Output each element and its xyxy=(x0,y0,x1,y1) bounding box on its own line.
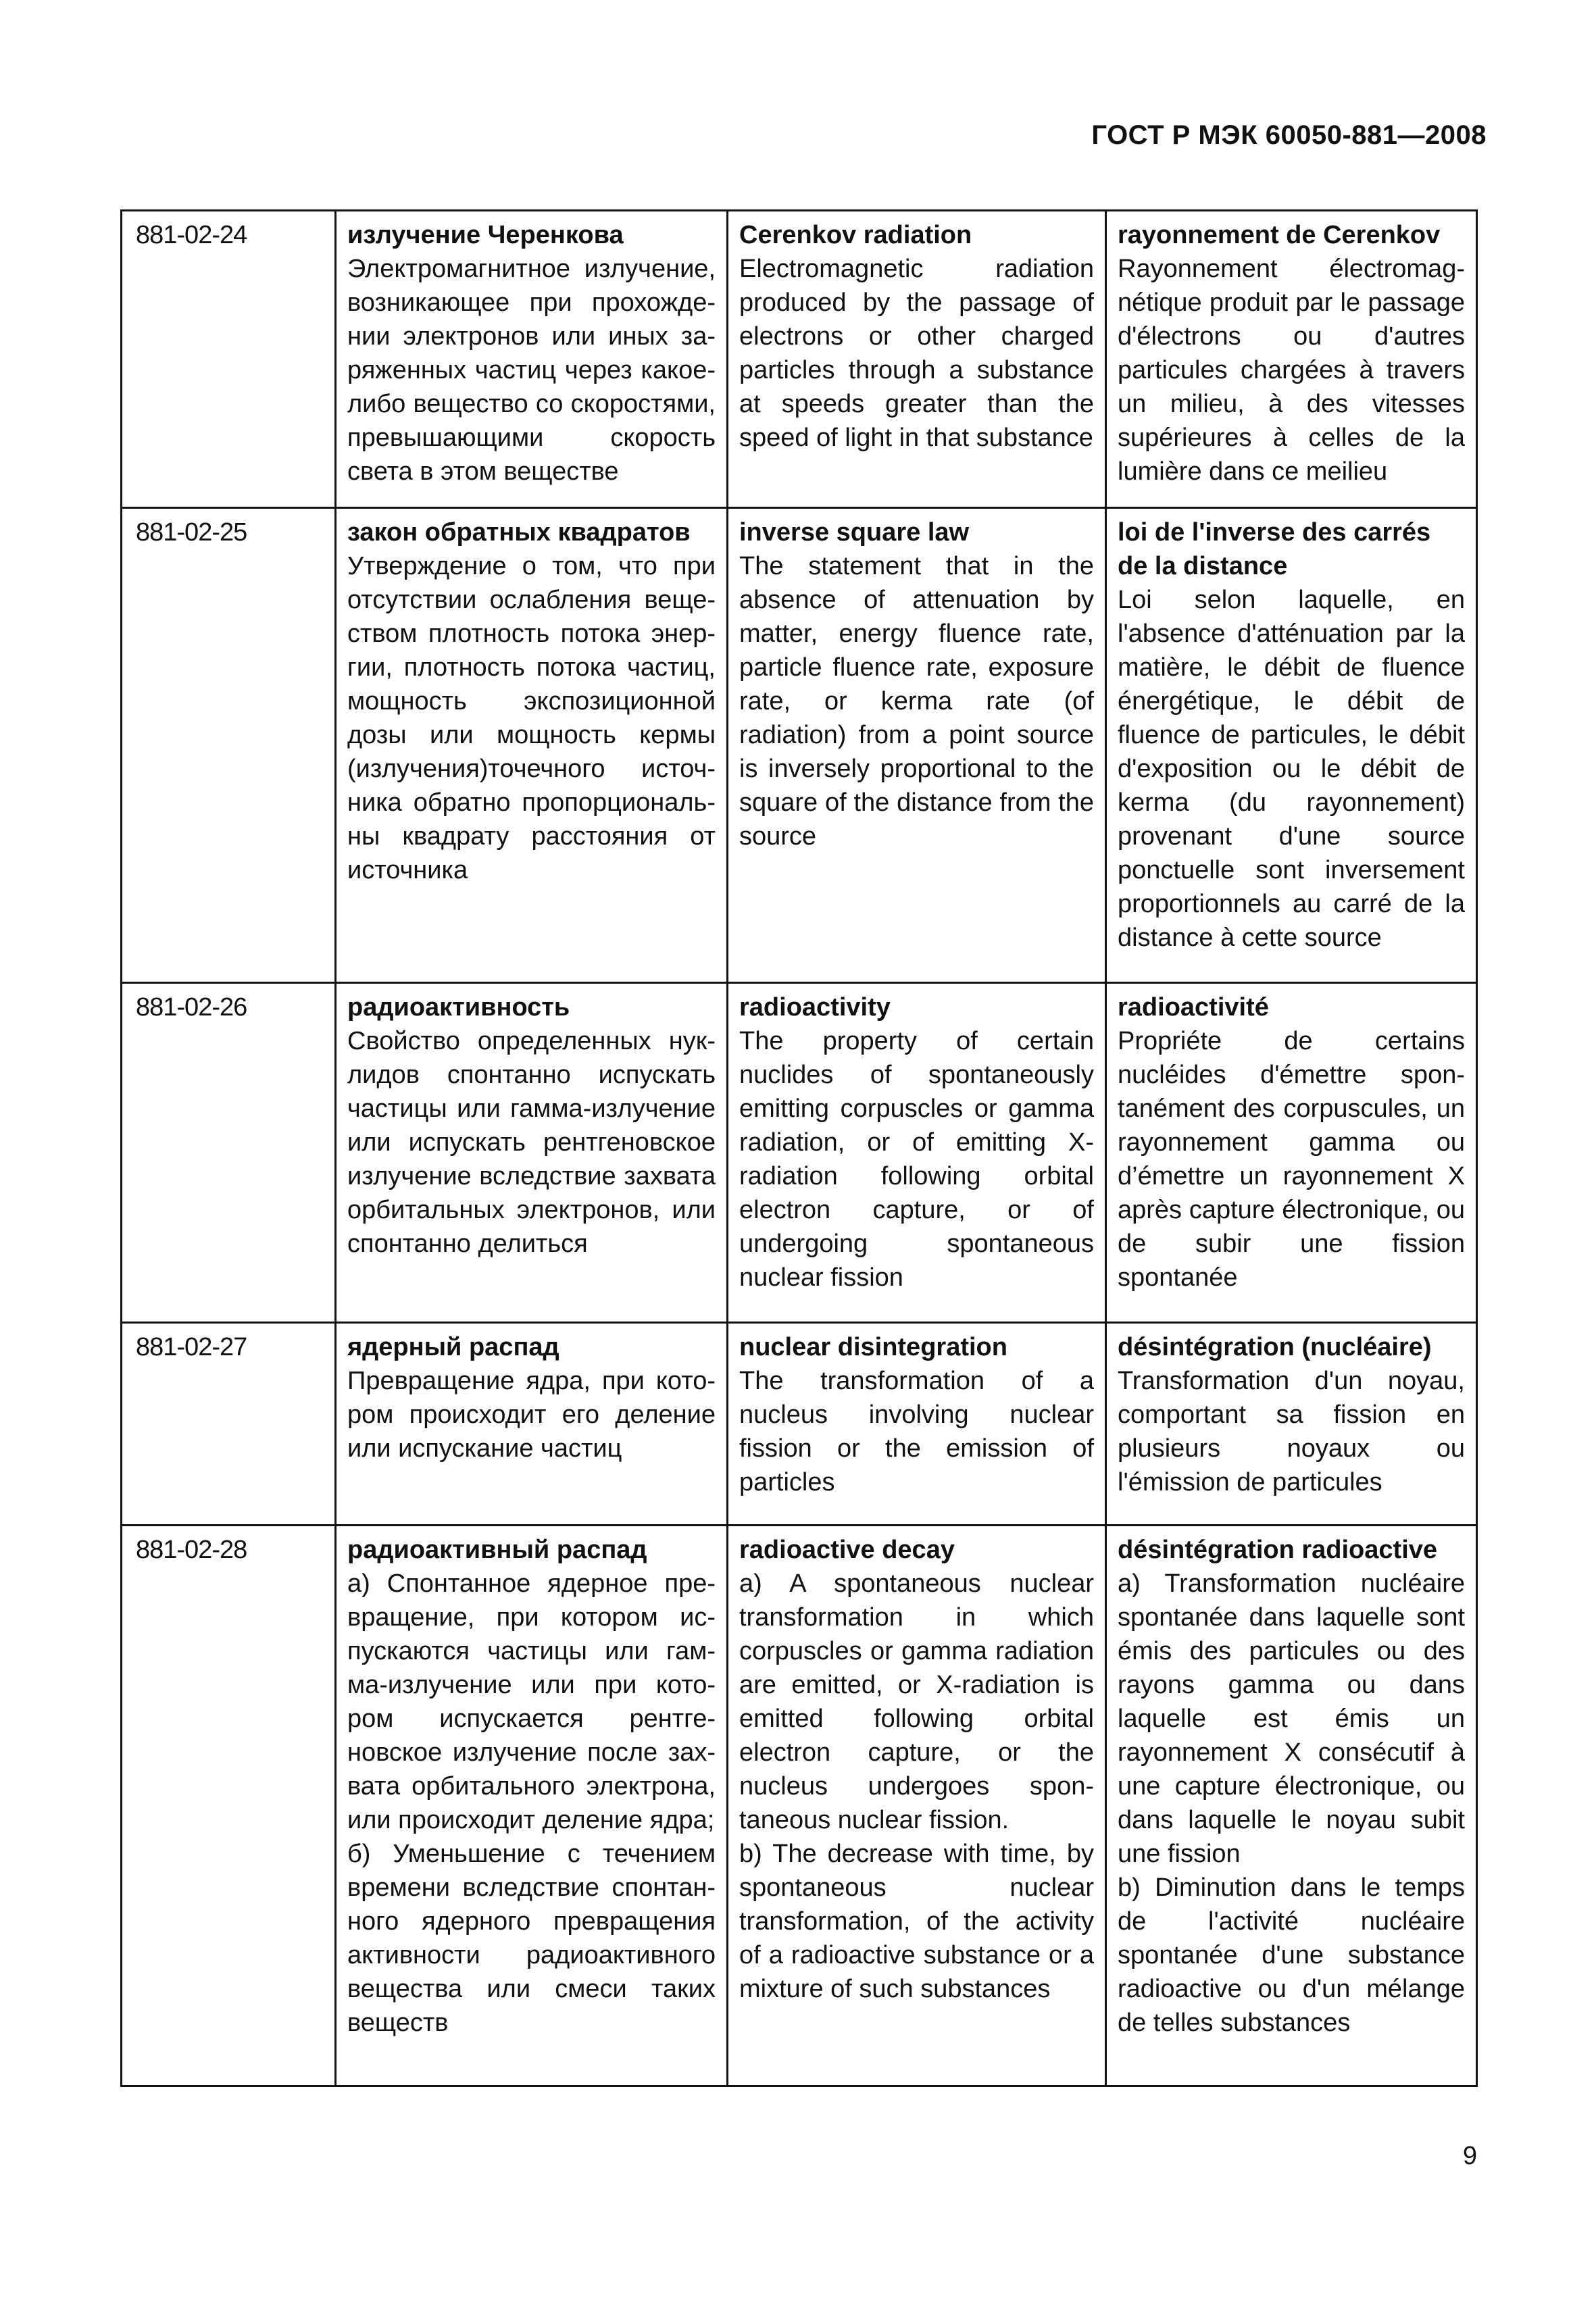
french-definition: a) Transformation nucléaire spontanée dans laquelle sont émis des particules ou des rayons gamma ou dans laquelle est émis un rayonnement X consécutif à une capture électronique, ou dans laquelle le noyau subit une fission b) Diminution dans le temps de l'activité nucléaire spontanée d'une substance radioactive ou d'un mélange de telles substances xyxy=(1118,1569,1465,2037)
english-cell xyxy=(728,508,1106,983)
french-term: radioactivité xyxy=(1118,993,1269,1022)
english-term: inverse square law xyxy=(739,518,970,547)
term-number: 881-02-26 xyxy=(122,983,336,1323)
english-definition: a) A spontaneous nuclear transformation in which corpuscles or gamma radiation are emitted, or X-radiation is emitted following orbital electron capture, or the nucleus undergoes spontaneous nuclear fission. b) The decrease with time, by spontaneous nuclear transformation, of the activity of a radioactive substance or a mixture of such substances xyxy=(739,1569,1094,2003)
table-row xyxy=(122,983,1477,1323)
russian-term: радиоактивность xyxy=(347,993,570,1022)
english-definition: The property of certain nuclides of spontaneously emitting corpuscles or gamma radiation, or of emitting X-radiation following orbital electron capture, or of undergoing spontaneous nuclear fission xyxy=(739,1027,1094,1292)
table-row xyxy=(122,211,1477,508)
russian-term: радиоактивный распад xyxy=(347,1536,647,1564)
russian-definition: а) Спонтанное ядерное превращение, при котором испускаются частицы или гамма-излучение или при котором испускается рентгеновское излучение после захвата орбитального электрона, или происходит деление ядра; б) Уменьшение с течением времени вследствие спонтанного ядерного превращения активности радиоактивного вещества или смеси таких веществ xyxy=(347,1569,716,2037)
french-definition: Propriéte de certains nucléides d'émettre spontanément des corpuscules, un rayonnement gamma ou d’émettre un rayonnement X après capture électronique, ou de subir une fission spontanée xyxy=(1118,1027,1465,1292)
term-number: 881-02-28 xyxy=(122,1526,336,2086)
english-term: nuclear disintegration xyxy=(739,1333,1007,1361)
document-header: ГОСТ Р МЭК 60050-881—2008 xyxy=(1091,120,1487,150)
russian-term: излучение Черенкова xyxy=(347,221,624,249)
russian-cell xyxy=(336,1323,728,1526)
french-term: loi de l'inverse des carrés de la distance xyxy=(1118,518,1431,580)
russian-definition: Электромагнитное излучение, возникающее при прохождении электронов или иных заряженных частиц через какоелибо вещество со скоростями, превышающими скорость света в этом веществе xyxy=(347,255,716,486)
english-definition: Electromagnetic radiation produced by the passage of electrons or other charged particles through a substance at speeds greater than the speed of light in that substance xyxy=(739,255,1094,452)
english-cell xyxy=(728,211,1106,508)
french-definition: Rayonnement électromagnétique produit par le passage d'électrons ou d'autres particules chargées à travers un milieu, à des vitesses supérieures à celles de la lumière dans ce meilieu xyxy=(1118,255,1465,486)
french-cell xyxy=(1106,1526,1477,2086)
french-cell xyxy=(1106,211,1477,508)
russian-definition: Превращение ядра, при котором происходит его деление или испускание частиц xyxy=(347,1367,716,1463)
english-term: Cerenkov radiation xyxy=(739,221,972,249)
page-number: 9 xyxy=(1462,2142,1477,2170)
russian-cell xyxy=(336,983,728,1323)
russian-term: ядерный распад xyxy=(347,1333,559,1361)
russian-definition: Свойство определенных нуклидов спонтанно испускать частицы или гамма-излучение или испускать рентгеновское излучение вследствие захвата орбитальных электронов, или спонтанно делиться xyxy=(347,1027,716,1258)
french-definition: Transformation d'un noyau, comportant sa fission en plusieurs noyaux ou l'émission de particules xyxy=(1118,1367,1465,1496)
french-definition: Loi selon laquelle, en l'absence d'atténuation par la matière, le débit de fluence énergétique, le débit de fluence de particules, le débit d'exposition ou le débit de kerma (du rayonnement) provenant d'une source ponctuelle sont inversement proportionnels au carré de la distance à cette source xyxy=(1118,586,1465,952)
table-row xyxy=(122,508,1477,983)
table-row xyxy=(122,1323,1477,1526)
term-number: 881-02-27 xyxy=(122,1323,336,1526)
english-term: radioactive decay xyxy=(739,1536,955,1564)
french-cell xyxy=(1106,1323,1477,1526)
russian-cell xyxy=(336,211,728,508)
terms-table-body xyxy=(122,211,1477,2086)
english-term: radioactivity xyxy=(739,993,891,1022)
english-cell xyxy=(728,1323,1106,1526)
table-row xyxy=(122,1526,1477,2086)
french-term: rayonnement de Cerenkov xyxy=(1118,221,1441,249)
term-number: 881-02-24 xyxy=(122,211,336,508)
russian-cell xyxy=(336,508,728,983)
terms-table xyxy=(120,209,1478,2087)
english-cell xyxy=(728,1526,1106,2086)
french-term: désintégration (nucléaire) xyxy=(1118,1333,1432,1361)
term-number: 881-02-25 xyxy=(122,508,336,983)
english-definition: The transformation of a nucleus involving nuclear fission or the emission of particles xyxy=(739,1367,1094,1496)
russian-cell xyxy=(336,1526,728,2086)
english-definition: The statement that in the absence of attenuation by matter, energy fluence rate, particle fluence rate, exposure rate, or kerma rate (of radiation) from a point source is inversely proportional to the square of the distance from the source xyxy=(739,552,1094,851)
french-cell xyxy=(1106,983,1477,1323)
french-term: désintégration radioactive xyxy=(1118,1536,1438,1564)
french-cell xyxy=(1106,508,1477,983)
russian-term: закон обратных квадратов xyxy=(347,518,691,547)
russian-definition: Утверждение о том, что при отсутствии ослабления веществом плотность потока энергии, плотность потока частиц, мощность экспозиционной дозы или мощность кермы (излучения)точечного источника обратно пропорциональны квадрату расстояния от источника xyxy=(347,552,716,884)
english-cell xyxy=(728,983,1106,1323)
